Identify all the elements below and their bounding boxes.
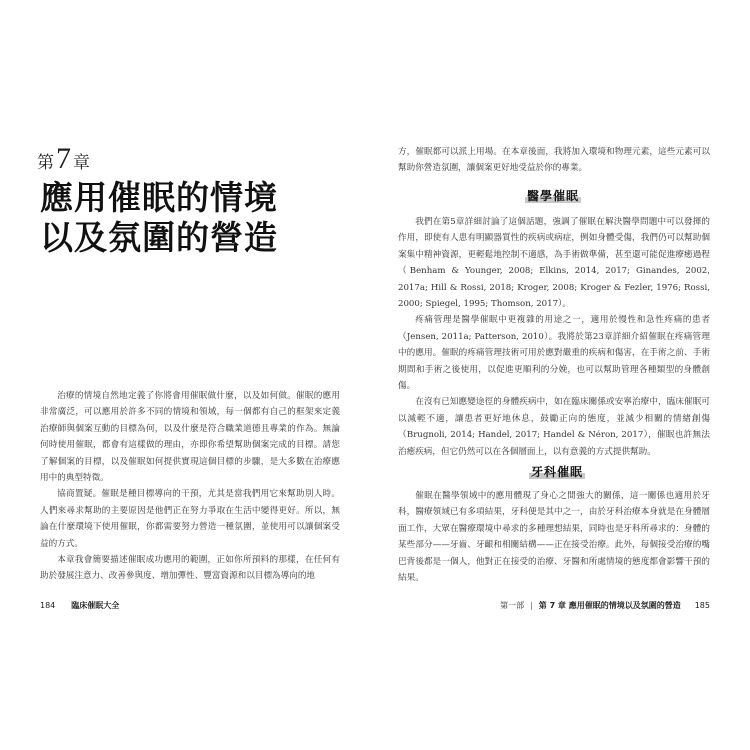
body-paragraph: 催眠在醫學領域中的應用體現了身心之間強大的關係，這一關係也適用於牙科，醫療領域已有多項結果，牙科便是其中之一，由於牙科治療本身就是在身體層面工作，大眾在醫療環境中尋求的多種理想結果，同時也是牙科所尋求的：身體的某些部分——牙齒、牙齦和相關結構——正在接受治療。此外，每個接受治療的嘴巴背後都是一個人，他對正在接受的治療、牙醫和所處情境的態度都會影響干預的結果。 xyxy=(398,491,710,584)
body-paragraph: 治療的情境自然地定義了你將會用催眠做什麼，以及如何做。催眠的應用非常廣泛，可以應用於許多不同的情境和領域，每一個都有自己的框架來定義治療師與個案互動的目標為何，以及什麼是符合職業道德且專業的作為。無論何時使用催眠，都會有這樣做的理由，亦即你希望幫助個案完成的目標。請您了解個案的目標，以及催眠如何提供實現這個目標的步驟，是大多數在治療應用中的典型特徵。 xyxy=(40,391,340,484)
running-part: 第一部 xyxy=(500,601,525,610)
right-page-footer xyxy=(500,600,710,611)
chapter-number-label xyxy=(37,142,90,176)
body-paragraph: 協商置疑。催眠是種目標導向的干預，尤其是當我們用它來幫助別人時。人們來尋求幫助的主要原因是他們正在努力爭取在生活中變得更好。所以，無論在什麼環境下使用催眠，你都需要努力營造一種氛圍，並使用可以讓個案受益的方式。 xyxy=(40,489,340,549)
chapter-title-line-1: 應用催眠的情境 xyxy=(40,178,278,217)
left-page-body xyxy=(40,388,340,585)
chapter-title xyxy=(40,178,278,258)
chapter-number: 7 xyxy=(56,142,71,175)
section-heading-dental: 牙科催眠 xyxy=(531,465,584,479)
right-page-continuation xyxy=(398,144,710,177)
chapter-prefix: 第 xyxy=(37,153,54,173)
footer-separator: | xyxy=(530,601,533,610)
dental-section-body xyxy=(398,488,710,586)
section-heading-medical: 醫學催眠 xyxy=(527,189,580,203)
continued-paragraph: 方，催眠都可以派上用場。在本章後面，我將加入環境和物理元素，這些元素可以幫助你營造氛圍，讓個案更好地受益於你的專業。 xyxy=(398,147,710,174)
left-page-footer xyxy=(40,600,119,611)
running-chapter-title: 第 7 章 應用催眠的情境以及氛圍的營造 xyxy=(538,601,681,610)
body-paragraph: 本章我會簡要描述催眠成功應用的範圍，正如你所預料的那樣，在任何有助於發展注意力、改善參與度、增加彈性、豐富資源和以目標為導向的地 xyxy=(40,555,340,582)
chapter-title-line-2: 以及氛圍的營造 xyxy=(40,218,278,257)
page-number: 185 xyxy=(694,601,710,610)
body-paragraph: 在沒有已知應變途徑的身體疾病中，如在臨床關係或安寧治療中，臨床催眠可以減輕不適，讓患者更好地休息，鼓勵正向的態度，並減少相關的情緒創傷（Brugnoli, 2014; Handel, 2017; Handel & Néron, 2017），催眠也許無法治癒疾病，但它仍然可以在各個層面上，以有意義的方式提供幫助。 xyxy=(398,397,710,457)
medical-section-body xyxy=(398,214,710,460)
page-number: 184 xyxy=(40,601,56,610)
chapter-suffix: 章 xyxy=(73,153,90,173)
body-paragraph: 疼痛管理是醫學催眠中更複雜的用途之一，適用於慢性和急性疼痛的患者（Jensen, 2011a; Patterson, 2010）。我將於第23章詳細介紹催眠在疼痛管理中的應用。催眠的疼痛管理技術可用於應對嚴重的疾病和傷害，在手術之前、手術期間和手術之後使用，以促進更順利的分娩，也可以幫助管理各種類型的身體創傷。 xyxy=(398,315,710,392)
body-paragraph: 我們在第5章詳細討論了這個話題，強調了催眠在解決醫學問題中可以發揮的作用，即使有人患有明顯器質性的疾病或病症，例如身體受傷，我們仍可以幫助個案集中精神資源，更輕鬆地控制不適感，為手術做準備，甚至還可能促進療癒過程（Benham & Younger, 2008; Elkins, 2014, 2017; Ginandes, 2002, 2017a; Hill & Rossi, 2018; Kroger, 2008; Kroger & Fezler, 1976; Rossi, 2000; Spiegel, 1995; Thomson, 2017）。 xyxy=(398,217,710,310)
running-book-title: 臨床催眠大全 xyxy=(71,601,120,610)
